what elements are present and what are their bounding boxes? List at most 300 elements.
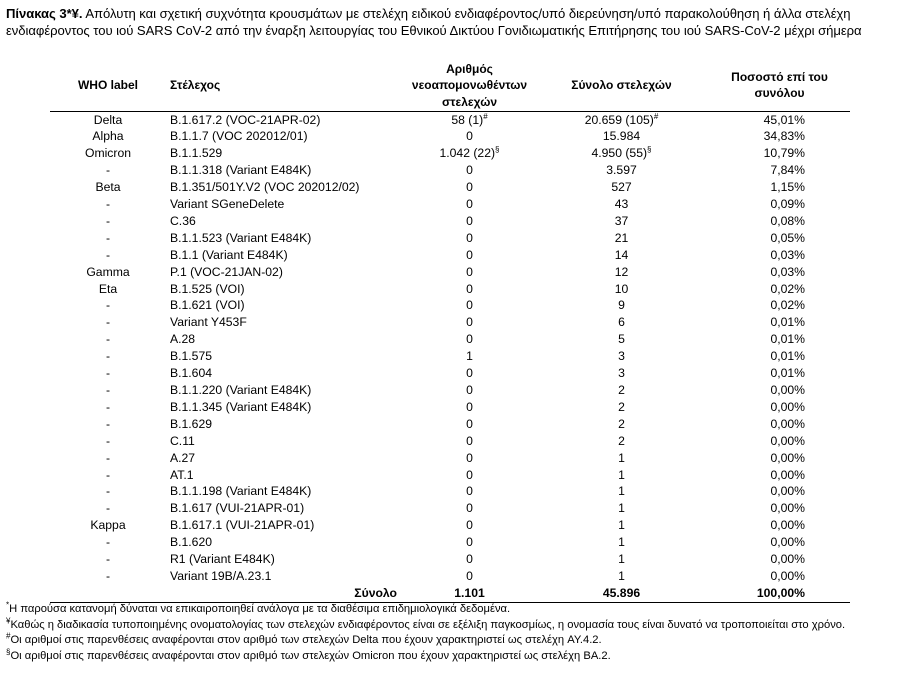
cell-who-label-value: -	[105, 501, 111, 516]
cell-percent	[709, 230, 850, 247]
cell-total-value: 9	[618, 298, 625, 313]
cell-strain-value: B.1.617.2 (VOC-21APR-02)	[170, 112, 321, 127]
cell-who-label-value: -	[105, 399, 111, 414]
cell-total-value: 1	[618, 484, 625, 499]
cell-total	[534, 399, 709, 416]
cell-who-label-value: -	[105, 366, 111, 381]
table-row	[50, 314, 850, 331]
cell-strain-value: B.1.617 (VUI-21APR-01)	[170, 501, 305, 516]
cell-strain	[166, 416, 405, 433]
cell-percent	[709, 111, 850, 128]
cell-percent	[709, 264, 850, 281]
cell-strain	[166, 433, 405, 450]
cell-who-label-value: -	[105, 332, 111, 347]
cell-new-count-value: 0	[466, 197, 473, 212]
cell-strain	[166, 281, 405, 298]
cell-total	[534, 331, 709, 348]
cell-who-label	[50, 128, 166, 145]
cell-total-value: 1	[618, 568, 625, 583]
cell-total	[534, 500, 709, 517]
cell-percent	[709, 331, 850, 348]
totals-percent: 100,00%	[709, 585, 850, 602]
cell-total-value: 12	[614, 264, 629, 279]
cell-strain	[166, 247, 405, 264]
cell-percent	[709, 179, 850, 196]
cell-total	[534, 416, 709, 433]
cell-percent-value: 0,01%	[770, 315, 805, 330]
cell-new-count	[405, 213, 534, 230]
cell-new-count-value: 0	[466, 332, 473, 347]
cell-strain	[166, 500, 405, 517]
table-row	[50, 568, 850, 585]
cell-who-label	[50, 297, 166, 314]
cell-strain-value: B.1.575	[170, 349, 213, 364]
table-row	[50, 111, 850, 128]
cell-percent	[709, 517, 850, 534]
table-row	[50, 399, 850, 416]
cell-total-value: 3	[618, 349, 625, 364]
cell-new-count-value: 0	[466, 180, 473, 195]
cell-new-count-value: 0	[466, 433, 473, 448]
cell-total-value: 1	[618, 501, 625, 516]
cell-new-count	[405, 348, 534, 365]
cell-strain	[166, 128, 405, 145]
cell-new-count-value: 0	[466, 230, 473, 245]
cell-percent-value: 0,00%	[770, 433, 805, 448]
cell-percent-value: 0,02%	[770, 281, 805, 296]
cell-new-count	[405, 314, 534, 331]
cell-percent-value: 0,00%	[770, 450, 805, 465]
cell-strain	[166, 551, 405, 568]
table-row	[50, 483, 850, 500]
cell-total-value: 527	[611, 180, 632, 195]
cell-who-label	[50, 314, 166, 331]
cell-who-label	[50, 517, 166, 534]
cell-new-count	[405, 145, 534, 162]
cell-percent-value: 0,09%	[770, 197, 805, 212]
cell-percent	[709, 500, 850, 517]
cell-percent-value: 0,00%	[770, 484, 805, 499]
header-new-count: Αριθμός νεοαπομονωθέντων στελεχών	[411, 61, 528, 109]
header-total: Σύνολο στελεχών	[571, 78, 672, 92]
cell-strain	[166, 365, 405, 382]
cell-who-label	[50, 247, 166, 264]
footnote-mark: ¥	[6, 615, 11, 625]
cell-percent	[709, 162, 850, 179]
cell-new-count-value: 0	[466, 383, 473, 397]
cell-who-label	[50, 230, 166, 247]
cell-who-label-value: Omicron	[84, 146, 132, 161]
cell-percent	[709, 213, 850, 230]
cell-new-count-value: 0	[466, 163, 473, 178]
cell-new-count	[405, 450, 534, 467]
cell-percent-value: 0,00%	[770, 416, 805, 431]
table-row	[50, 467, 850, 484]
cell-total	[534, 450, 709, 467]
table-row	[50, 500, 850, 517]
cell-percent-value: 0,01%	[770, 366, 805, 381]
table-row	[50, 551, 850, 568]
cell-total	[534, 382, 709, 399]
cell-who-label-value: Gamma	[86, 264, 130, 279]
table-row	[50, 162, 850, 179]
cell-strain-value: B.1.1.529	[170, 146, 223, 161]
cell-total-value: 43	[614, 197, 629, 212]
cell-who-label-value: -	[105, 247, 111, 262]
cell-percent-value: 0,03%	[770, 247, 805, 262]
cell-new-count	[405, 297, 534, 314]
cell-percent	[709, 128, 850, 145]
cell-strain-value: B.1.1.198 (Variant E484K)	[170, 484, 312, 499]
cell-who-label	[50, 467, 166, 484]
footnotes	[6, 602, 886, 664]
footnote-marker: §	[495, 145, 500, 155]
cell-new-count	[405, 467, 534, 484]
table-row	[50, 264, 850, 281]
cell-percent	[709, 247, 850, 264]
cell-percent	[709, 433, 850, 450]
cell-percent-value: 0,00%	[770, 399, 805, 414]
cell-new-count	[405, 500, 534, 517]
cell-who-label	[50, 450, 166, 467]
cell-total	[534, 348, 709, 365]
cell-new-count-value: 58 (1)	[451, 112, 484, 127]
cell-percent	[709, 348, 850, 365]
table-row	[50, 247, 850, 264]
cell-who-label	[50, 500, 166, 517]
cell-total-value: 3	[618, 366, 625, 381]
cell-total	[534, 162, 709, 179]
cell-new-count-value: 0	[466, 315, 473, 330]
cell-new-count	[405, 517, 534, 534]
cell-strain	[166, 297, 405, 314]
cell-who-label-value: -	[105, 315, 111, 330]
cell-strain	[166, 264, 405, 281]
cell-strain	[166, 467, 405, 484]
cell-strain-value: R1 (Variant E484K)	[170, 552, 275, 567]
cell-new-count	[405, 331, 534, 348]
cell-who-label	[50, 365, 166, 382]
cell-percent	[709, 365, 850, 382]
cell-percent	[709, 281, 850, 298]
cell-strain	[166, 382, 405, 399]
cell-strain	[166, 331, 405, 348]
cell-who-label	[50, 483, 166, 500]
cell-total	[534, 145, 709, 162]
cell-who-label	[50, 162, 166, 179]
cell-total	[534, 483, 709, 500]
cell-new-count-value: 0	[466, 484, 473, 499]
cell-who-label-value: -	[105, 535, 111, 550]
cell-percent-value: 0,03%	[770, 264, 805, 279]
header-percent: Ποσοστό επί του συνόλου	[731, 69, 828, 101]
table-row	[50, 128, 850, 145]
cell-who-label-value: Delta	[93, 112, 123, 127]
cell-new-count-value: 0	[466, 298, 473, 313]
cell-total	[534, 196, 709, 213]
cell-percent	[709, 297, 850, 314]
cell-strain	[166, 517, 405, 534]
totals-label: Σύνολο	[166, 585, 405, 602]
cell-new-count	[405, 551, 534, 568]
cell-total-value: 1	[618, 552, 625, 567]
cell-new-count-value: 0	[466, 281, 473, 296]
cell-total	[534, 551, 709, 568]
cell-new-count	[405, 196, 534, 213]
cell-percent-value: 0,00%	[770, 518, 805, 533]
table-row	[50, 331, 850, 348]
cell-percent-value: 0,00%	[770, 535, 805, 550]
cell-strain	[166, 450, 405, 467]
cell-total	[534, 128, 709, 145]
cell-percent	[709, 467, 850, 484]
table-body	[50, 111, 850, 602]
table-row	[50, 145, 850, 162]
cell-who-label	[50, 416, 166, 433]
table-row	[50, 281, 850, 298]
table-header-row	[50, 60, 850, 111]
cell-strain	[166, 145, 405, 162]
table-row	[50, 365, 850, 382]
cell-who-label	[50, 264, 166, 281]
cell-who-label-value: -	[105, 298, 111, 313]
cell-new-count	[405, 281, 534, 298]
footnote-text: Καθώς η διαδικασία τυποποιημένης ονοματολογίας των στελεχών ενδιαφέροντος είναι σε εξέλιξη παγκοσμίως, η ονομασία τους είναι δυνατό να τροποποιείται στο χρόνο.	[10, 618, 846, 631]
footnote-text: Η παρούσα κατανομή δύναται να επικαιροποιηθεί ανάλογα με τα διαθέσιμα επιδημιολογικά δεδομένα.	[9, 603, 511, 615]
cell-total-value: 2	[618, 416, 625, 431]
cell-total-value: 15.984	[602, 129, 641, 144]
cell-who-label-value: -	[105, 552, 111, 567]
cell-who-label-value: -	[105, 450, 111, 465]
footnote-marker: §	[647, 145, 652, 155]
cell-new-count-value: 0	[466, 552, 473, 567]
cell-percent	[709, 483, 850, 500]
table-row	[50, 534, 850, 551]
table-caption	[6, 6, 886, 39]
cell-who-label-value: -	[105, 230, 111, 245]
cell-total	[534, 517, 709, 534]
cell-total	[534, 247, 709, 264]
cell-who-label-value: -	[105, 568, 111, 583]
cell-percent	[709, 416, 850, 433]
cell-new-count	[405, 162, 534, 179]
cell-strain-value: B.1.1 (Variant E484K)	[170, 247, 288, 262]
footnote-marker: #	[653, 111, 659, 121]
cell-total-value: 3.597	[606, 163, 637, 178]
cell-new-count	[405, 264, 534, 281]
cell-total	[534, 365, 709, 382]
cell-percent	[709, 568, 850, 585]
cell-percent-value: 0,05%	[770, 230, 805, 245]
cell-who-label-value: Alpha	[92, 129, 124, 144]
cell-percent	[709, 534, 850, 551]
cell-new-count	[405, 483, 534, 500]
cell-who-label-value: -	[105, 197, 111, 212]
footnote-text: Οι αριθμοί στις παρενθέσεις αναφέρονται στον αριθμό των στελεχών Omicron που έχουν χαρακτηριστεί ως στελέχη BA.2.	[10, 649, 611, 662]
cell-new-count-value: 0	[466, 535, 473, 550]
cell-strain-value: B.1.1.345 (Variant E484K)	[170, 399, 312, 414]
cell-who-label	[50, 179, 166, 196]
cell-new-count	[405, 247, 534, 264]
cell-new-count	[405, 399, 534, 416]
cell-new-count-value: 1.042 (22)	[439, 146, 496, 161]
cell-new-count-value: 0	[466, 129, 473, 144]
cell-new-count-value: 0	[466, 264, 473, 279]
cell-new-count	[405, 416, 534, 433]
footnote	[6, 602, 886, 618]
cell-strain-value: B.1.351/501Y.V2 (VOC 202012/02)	[170, 180, 360, 195]
cell-strain-value: B.1.1.523 (Variant E484K)	[170, 230, 312, 245]
cell-percent	[709, 196, 850, 213]
cell-percent-value: 0,00%	[770, 501, 805, 516]
cell-percent-value: 0,00%	[770, 552, 805, 567]
cell-strain	[166, 213, 405, 230]
footnote	[6, 646, 886, 665]
cell-strain	[166, 568, 405, 585]
totals-new-count: 1.101	[405, 585, 534, 602]
table-row	[50, 348, 850, 365]
totals-blank	[50, 585, 166, 602]
cell-percent-value: 0,08%	[770, 213, 805, 228]
cell-percent-value: 45,01%	[763, 112, 805, 127]
cell-strain	[166, 399, 405, 416]
footnote-mark: §	[6, 646, 11, 656]
cell-new-count-value: 0	[466, 247, 473, 262]
cell-percent-value: 0,00%	[770, 568, 805, 583]
cell-who-label-value: -	[105, 163, 111, 178]
cell-percent	[709, 382, 850, 399]
cell-strain	[166, 230, 405, 247]
cell-strain	[166, 348, 405, 365]
cell-total	[534, 230, 709, 247]
footnote-mark: #	[6, 631, 11, 641]
cell-total-value: 4.950 (55)	[591, 146, 648, 161]
cell-who-label-value: -	[105, 433, 111, 448]
cell-strain	[166, 483, 405, 500]
cell-total	[534, 467, 709, 484]
cell-strain-value: B.1.629	[170, 416, 213, 431]
cell-strain-value: C.36	[170, 213, 196, 228]
cell-total-value: 1	[618, 518, 625, 533]
header-who-label: WHO label	[77, 78, 138, 92]
cell-percent-value: 34,83%	[763, 129, 805, 144]
cell-percent	[709, 399, 850, 416]
cell-new-count	[405, 230, 534, 247]
cell-who-label	[50, 568, 166, 585]
footnote-marker: #	[483, 111, 488, 121]
cell-strain-value: B.1.1.220 (Variant E484K)	[170, 383, 312, 397]
cell-new-count-value: 0	[466, 467, 473, 482]
table-row	[50, 213, 850, 230]
cell-who-label-value: -	[105, 484, 111, 499]
cell-new-count-value: 0	[466, 450, 473, 465]
cell-who-label	[50, 196, 166, 213]
cell-who-label	[50, 551, 166, 568]
cell-strain-value: C.11	[170, 433, 195, 448]
cell-strain-value: A.28	[170, 332, 196, 347]
cell-percent-value: 0,02%	[770, 298, 805, 313]
cell-who-label-value: -	[105, 416, 111, 431]
cell-new-count	[405, 179, 534, 196]
cell-new-count-value: 0	[466, 399, 473, 414]
cell-who-label	[50, 213, 166, 230]
cell-total-value: 2	[618, 383, 625, 397]
cell-strain	[166, 534, 405, 551]
cell-new-count	[405, 365, 534, 382]
cell-who-label-value: -	[105, 349, 111, 364]
cell-total-value: 21	[614, 230, 629, 245]
cell-percent	[709, 450, 850, 467]
variants-table	[50, 60, 850, 603]
cell-new-count-value: 0	[466, 568, 473, 583]
cell-total-value: 5	[618, 332, 625, 347]
cell-strain	[166, 179, 405, 196]
cell-total-value: 2	[618, 399, 625, 414]
cell-strain-value: Variant Y453F	[170, 315, 247, 330]
cell-strain-value: AT.1	[170, 467, 194, 482]
table-row	[50, 230, 850, 247]
cell-strain	[166, 162, 405, 179]
cell-total	[534, 264, 709, 281]
cell-who-label-value: Eta	[98, 281, 118, 296]
footnote	[6, 633, 886, 649]
cell-who-label-value: Kappa	[90, 518, 126, 533]
cell-percent-value: 1,15%	[770, 180, 805, 195]
cell-strain	[166, 111, 405, 128]
cell-strain-value: B.1.525 (VOI)	[170, 281, 245, 296]
cell-who-label	[50, 382, 166, 399]
cell-total	[534, 297, 709, 314]
cell-strain-value: B.1.620	[170, 535, 213, 550]
cell-strain-value: B.1.604	[170, 366, 213, 381]
cell-percent-value: 0,00%	[770, 467, 805, 482]
cell-new-count-value: 0	[466, 518, 473, 533]
cell-strain-value: B.1.1.7 (VOC 202012/01)	[170, 129, 308, 144]
cell-strain-value: Variant 19B/A.23.1	[170, 568, 272, 583]
cell-percent	[709, 314, 850, 331]
cell-who-label-value: -	[105, 383, 111, 397]
cell-who-label	[50, 145, 166, 162]
cell-new-count-value: 0	[466, 501, 473, 516]
cell-total	[534, 179, 709, 196]
cell-new-count	[405, 534, 534, 551]
cell-who-label-value: -	[105, 213, 111, 228]
cell-total	[534, 281, 709, 298]
cell-total	[534, 314, 709, 331]
cell-new-count	[405, 382, 534, 399]
cell-percent-value: 10,79%	[763, 146, 805, 161]
table-row	[50, 517, 850, 534]
cell-strain-value: A.27	[170, 450, 196, 465]
cell-new-count	[405, 111, 534, 128]
cell-who-label-value: -	[105, 467, 111, 482]
cell-total	[534, 111, 709, 128]
cell-strain	[166, 314, 405, 331]
cell-new-count	[405, 128, 534, 145]
cell-strain-value: B.1.621 (VOI)	[170, 298, 245, 313]
cell-strain-value: P.1 (VOC-21JAN-02)	[170, 264, 283, 279]
totals-row	[50, 585, 850, 602]
cell-total	[534, 213, 709, 230]
cell-new-count-value: 0	[466, 416, 473, 431]
cell-total-value: 1	[618, 450, 625, 465]
table-row	[50, 196, 850, 213]
cell-new-count	[405, 568, 534, 585]
footnote-mark: *	[6, 600, 10, 610]
caption-text: Απόλυτη και σχετική συχνότητα κρουσμάτων με στελέχη ειδικού ενδιαφέροντος/υπό διερεύνηση/υπό παρακολούθηση ή άλλα στελέχη ενδιαφέροντος του ιού SARS CoV-2 από την έναρξη λειτουργίας του Εθνικού Δικτύου Γονιδιωματικής Επιτήρησης του ιού SARS-CoV-2 μέχρι σήμερα	[6, 6, 862, 38]
cell-who-label-value: Beta	[95, 180, 121, 195]
cell-strain-value: Variant SGeneDelete	[170, 197, 285, 212]
